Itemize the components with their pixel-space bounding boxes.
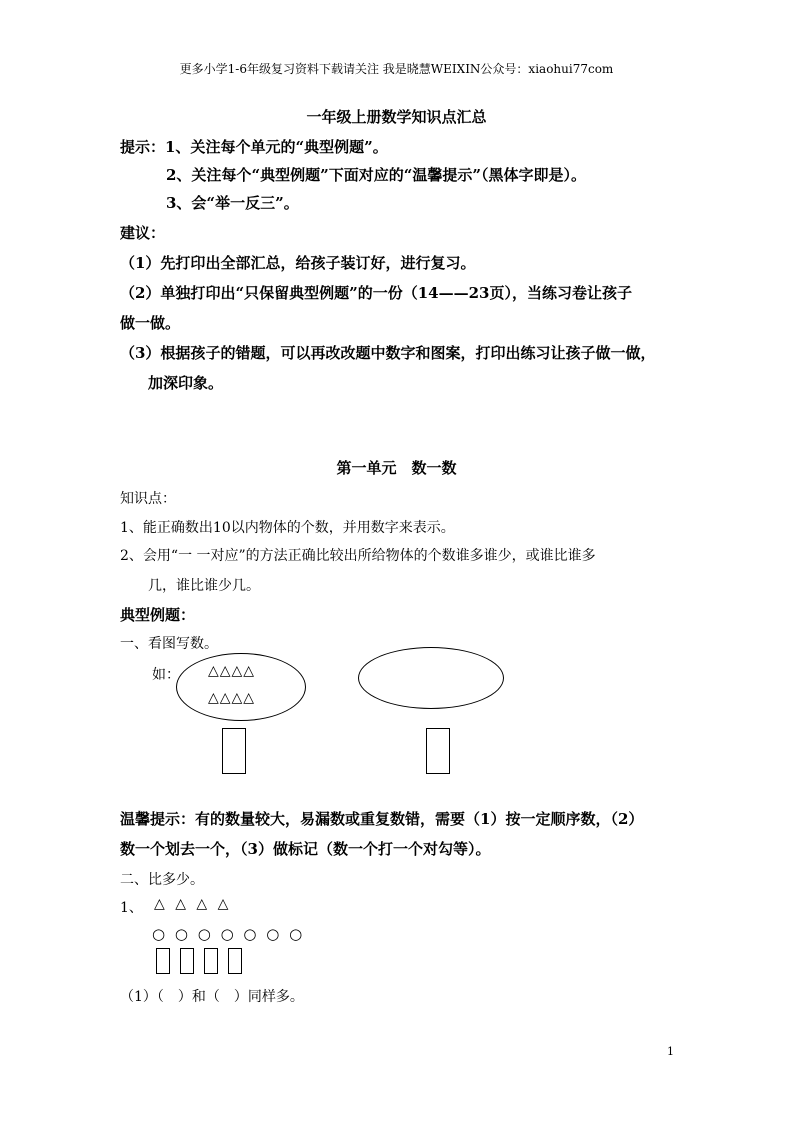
- knowledge-point-1: 1、能正确数出10以内物体的个数，并用数字来表示。: [120, 520, 455, 536]
- advice-item-2: （2）单独打印出“只保留典型例题”的一份（14——23页），当练习卷让孩子: [120, 284, 632, 302]
- advice-item-2-cont: 做一做。: [120, 314, 181, 332]
- advice-item-3: （3）根据孩子的错题，可以再改改题中数字和图案，打印出练习让孩子做一做，: [120, 344, 656, 362]
- example-2-circles: ○ ○ ○ ○ ○ ○ ○: [152, 925, 303, 943]
- example-2-question: （1）（ ）和（ ）同样多。: [120, 989, 304, 1005]
- knowledge-point-2-cont: 几，谁比谁少几。: [148, 578, 260, 594]
- answer-square-1[interactable]: [156, 948, 170, 974]
- advice-item-1: （1）先打印出全部汇总，给孩子装订好，进行复习。: [120, 254, 476, 272]
- example-2-item-number: 1、: [120, 900, 143, 916]
- example-2-triangles: △ △ △ △: [154, 896, 230, 912]
- tip-line-1: 提示：1、关注每个单元的“典型例题”。: [120, 138, 388, 156]
- answer-box-left[interactable]: [222, 728, 246, 774]
- page-header-note: 更多小学1-6年级复习资料下载请关注 我是晓慧WEIXIN公众号：xiaohui77com: [179, 62, 614, 76]
- example-label: 如：: [152, 667, 180, 683]
- advice-heading: 建议：: [120, 224, 166, 242]
- knowledge-heading: 知识点：: [120, 491, 176, 507]
- warm-tip-line-2: 数一个划去一个，（3）做标记（数一个打一个对勾等）。: [120, 840, 491, 858]
- examples-heading: 典型例题：: [120, 606, 196, 624]
- example-1-title: 一、看图写数。: [120, 636, 218, 652]
- warm-tip-line-1: 温馨提示：有的数量较大，易漏数或重复数错，需要（1）按一定顺序数，（2）: [120, 810, 644, 828]
- empty-ellipse: [358, 647, 504, 709]
- tip-line-2: 2、关注每个“典型例题”下面对应的“温馨提示”（黑体字即是）。: [166, 166, 586, 184]
- unit-title: 第一单元 数一数: [336, 459, 457, 477]
- answer-square-2[interactable]: [180, 948, 194, 974]
- answer-box-right[interactable]: [426, 728, 450, 774]
- advice-item-3-cont: 加深印象。: [148, 374, 224, 392]
- answer-square-4[interactable]: [228, 948, 242, 974]
- triangle-row-2: △△△△: [208, 690, 256, 706]
- triangle-row-1: △△△△: [208, 663, 256, 679]
- page-number: 1: [667, 1045, 674, 1058]
- example-2-title: 二、比多少。: [120, 872, 204, 888]
- knowledge-point-2: 2、会用“一 一对应”的方法正确比较出所给物体的个数谁多谁少，或谁比谁多: [120, 548, 596, 564]
- page-title: 一年级上册数学知识点汇总: [306, 108, 487, 126]
- answer-square-3[interactable]: [204, 948, 218, 974]
- tip-line-3: 3、会“举一反三”。: [166, 194, 299, 212]
